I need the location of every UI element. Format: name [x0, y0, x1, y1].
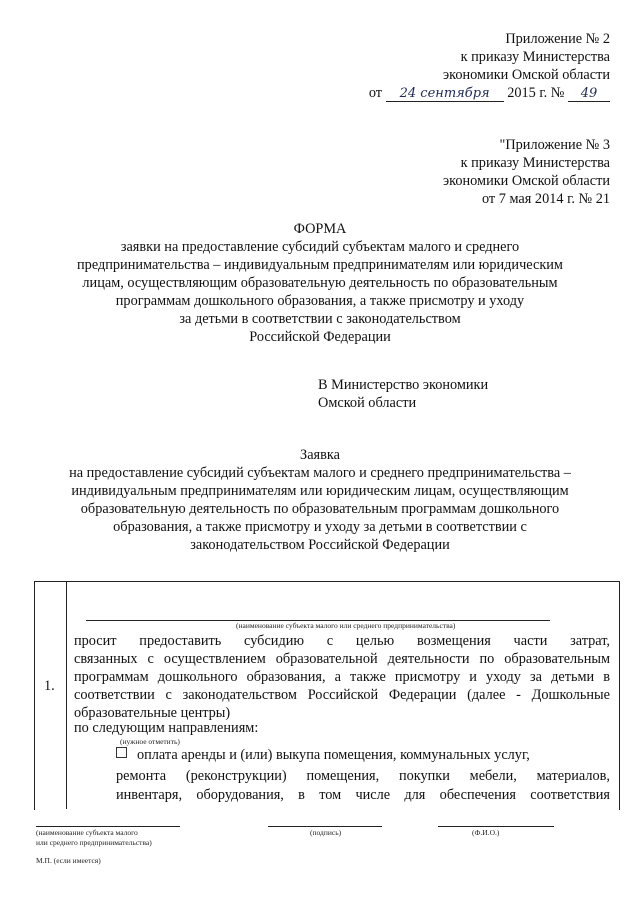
- application-title-block: [60, 446, 580, 554]
- request-line: соответствии с законодательством Российской Федерации (далее - Дошкольные: [74, 687, 610, 703]
- date-prefix: от: [368, 85, 383, 101]
- application-title-line: образовательную деятельность по образовательным программам дошкольного: [80, 501, 560, 517]
- footer-entity-caption: (наименование субъекта малого: [36, 828, 138, 837]
- application-title-line: законодательством Российской Федерации: [190, 537, 450, 553]
- addressee-block: [318, 376, 488, 412]
- application-title-line: на предоставление субсидий субъектам малого и среднего предпринимательства –: [69, 465, 571, 481]
- appendix-2-order-line: к приказу Министерства: [460, 49, 610, 65]
- signature-caption: (подпись): [310, 828, 342, 837]
- appendix-3-date-line: от 7 мая 2014 г. № 21: [481, 191, 610, 207]
- full-name-caption: (Ф.И.О.): [472, 828, 500, 837]
- application-title-line: образования, а также присмотру и уходу за детьми в соответствии с: [113, 519, 527, 535]
- handwritten-date: 24 сентября: [386, 87, 504, 102]
- addressee-line: Омской области: [318, 395, 417, 411]
- appendix-2-ministry-line: экономики Омской области: [442, 67, 610, 83]
- option-line: [116, 746, 530, 764]
- form-title-line: предпринимательства – индивидуальным предпринимателям или юридическим: [77, 257, 563, 273]
- request-line-last: образовательные центры): [74, 705, 231, 721]
- option-line: ремонта (реконструкции) помещения, покупки мебели, материалов,: [116, 768, 610, 784]
- application-heading: Заявка: [300, 447, 340, 463]
- appendix-2-title: Приложение № 2: [505, 31, 610, 47]
- form-title-line: заявки на предоставление субсидий субъектам малого и среднего: [120, 239, 520, 255]
- application-title-line: индивидуальным предпринимателям или юридическим лицам, осуществляющим: [71, 483, 569, 499]
- appendix-3-title: "Приложение № 3: [499, 137, 610, 153]
- directions-label: по следующим направлениям:: [74, 720, 259, 736]
- option-text: оплата аренды и (или) выкупа помещения, коммунальных услуг,: [137, 747, 530, 763]
- form-title-block: [60, 220, 580, 346]
- appendix-2-date-line: [369, 84, 610, 102]
- entity-name-caption: (наименование субъекта малого или среднего предпринимательства): [236, 621, 456, 630]
- full-name-line[interactable]: [438, 826, 554, 827]
- addressee-line: В Министерство экономики: [318, 377, 489, 393]
- appendix-3-order-line: к приказу Министерства: [460, 155, 610, 171]
- form-heading: ФОРМА: [293, 221, 347, 237]
- request-line: просит предоставить субсидию с целью возмещения части затрат,: [74, 633, 610, 649]
- footer-entity-caption: или среднего предпринимательства): [36, 838, 152, 847]
- appendix-3-header: [443, 136, 610, 208]
- appendix-2-header: [369, 30, 610, 102]
- year-number-label: 2015 г. №: [507, 85, 565, 101]
- request-line: связанных с осуществлением образовательной деятельности по образовательным: [74, 651, 610, 667]
- handwritten-order-number: 49: [568, 87, 610, 102]
- option-checkbox[interactable]: [116, 747, 127, 758]
- footer-entity-line[interactable]: [36, 826, 180, 827]
- appendix-3-ministry-line: экономики Омской области: [442, 173, 610, 189]
- mark-caption: (нужное отметить): [120, 737, 180, 746]
- form-title-line: лицам, осуществляющим образовательную деятельность по образовательным: [82, 275, 558, 291]
- form-title-line: программам дошкольного образования, а также присмотру и уходу: [115, 293, 525, 309]
- option-line: инвентаря, оборудования, в том числе для обеспечения соответствия: [116, 787, 610, 803]
- request-line: программам дошкольного образования, а также присмотру и уходу за детьми в: [74, 669, 610, 685]
- row-number: 1.: [44, 678, 55, 694]
- signature-line[interactable]: [268, 826, 382, 827]
- form-title-line: Российской Федерации: [249, 329, 391, 345]
- table-column-divider: [66, 581, 67, 809]
- form-title-line: за детьми в соответствии с законодательством: [179, 311, 461, 327]
- stamp-note: М.П. (если имеется): [36, 856, 101, 865]
